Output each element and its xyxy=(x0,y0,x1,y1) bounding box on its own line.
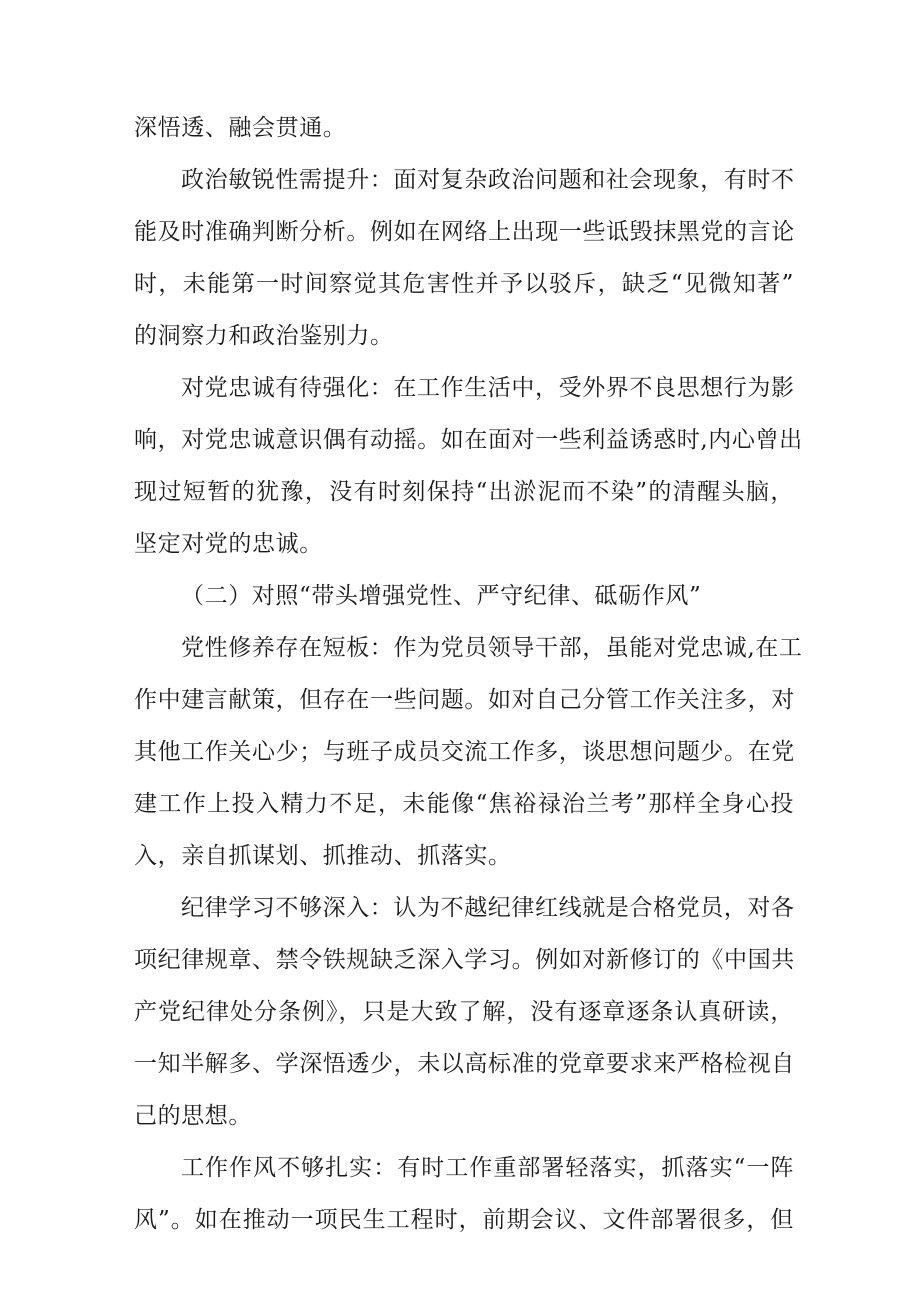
paragraph-5-line-5: 己的思想。 xyxy=(134,1103,252,1129)
paragraph-2-line-2: 能及时准确判断分析。例如在网络上出现一些诋毁抹黑党的言论 xyxy=(134,219,795,245)
paragraph-1-line-1: 深悟透、融会贯通。 xyxy=(134,115,347,141)
paragraph-4-line-3: 其他工作关心少；与班子成员交流工作多，谈思想问题少。在党 xyxy=(134,739,795,765)
paragraph-4-line-2: 作中建言献策，但存在一些问题。如对自己分管工作关注多，对 xyxy=(134,687,795,713)
paragraph-4-line-4: 建工作上投入精力不足，未能像“焦裕禄治兰考”那样全身心投 xyxy=(134,791,794,817)
paragraph-5-line-1: 纪律学习不够深入：认为不越纪律红线就是合格党员，对各 xyxy=(181,895,795,921)
paragraph-6-line-2: 风”。如在推动一项民生工程时，前期会议、文件部署很多，但 xyxy=(134,1207,794,1233)
paragraph-2-line-3: 时，未能第一时间察觉其危害性并予以驳斥，缺乏“见微知著” xyxy=(134,271,794,297)
paragraph-4-line-5: 入，亲自抓谋划、抓推动、抓落实。 xyxy=(134,843,512,869)
paragraph-2-line-1: 政治敏锐性需提升：面对复杂政治问题和社会现象，有时不 xyxy=(181,167,795,193)
paragraph-3-line-1: 对党忠诚有待强化：在工作生活中，受外界不良思想行为影 xyxy=(181,375,795,401)
paragraph-4-line-1: 党性修养存在短板：作为党员领导干部，虽能对党忠诚,在工 xyxy=(181,635,803,661)
paragraph-3-line-4: 坚定对党的忠诚。 xyxy=(134,531,323,557)
paragraph-5-line-4: 一知半解多、学深悟透少，未以高标准的党章要求来严格检视自 xyxy=(134,1051,795,1077)
paragraph-2-line-4: 的洞察力和政治鉴别力。 xyxy=(134,323,394,349)
section-heading: （二）对照“带头增强党性、严守纪律、砥砺作风” xyxy=(181,583,702,609)
paragraph-6-line-1: 工作作风不够扎实：有时工作重部署轻落实，抓落实“一阵 xyxy=(181,1155,794,1181)
paragraph-5-line-2: 项纪律规章、禁令铁规缺乏深入学习。例如对新修订的《中国共 xyxy=(134,947,795,973)
paragraph-3-line-3: 现过短暂的犹豫，没有时刻保持“出淤泥而不染”的清醒头脑， xyxy=(134,479,794,505)
paragraph-5-line-3: 产党纪律处分条例》，只是大致了解，没有逐章逐条认真研读， xyxy=(134,999,794,1025)
paragraph-3-line-2: 响，对党忠诚意识偶有动摇。如在面对一些利益诱惑时,内心曾出 xyxy=(134,427,803,453)
